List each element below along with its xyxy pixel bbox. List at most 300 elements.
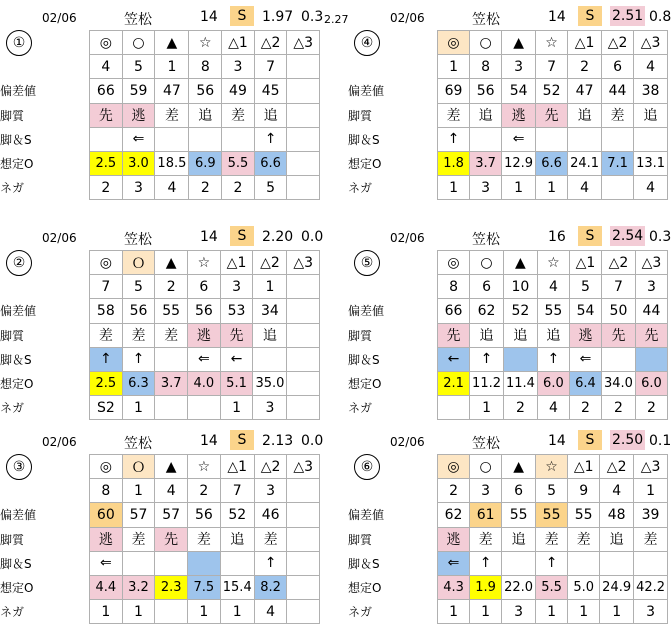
deviation-cell: 56 — [122, 299, 155, 323]
arrow-cell — [155, 551, 188, 575]
row-label: 想定O — [348, 157, 382, 171]
style-cell: 逃 — [90, 527, 123, 551]
number-cell: 5 — [122, 55, 155, 79]
row-label: 偏差値 — [0, 508, 37, 523]
style-cell: 差 — [155, 103, 189, 127]
mark-cell: ☆ — [189, 31, 222, 55]
negative-count-row — [90, 176, 320, 200]
number-cell: 7 — [602, 275, 636, 299]
index-value-2: 0.8 — [649, 9, 671, 25]
expected-odds-row — [438, 575, 668, 599]
nega-cell: 4 — [155, 176, 189, 200]
row-label: 偏差値 — [348, 304, 385, 319]
mark-cell: △3 — [287, 455, 320, 479]
deviation-cell — [287, 503, 320, 527]
arrow-cell: ⇐ — [438, 551, 470, 575]
mark-cell: ▲ — [155, 251, 188, 275]
number-cell: 2 — [438, 479, 470, 503]
number-cell: 4 — [90, 55, 123, 79]
mark-cell: Ｏ — [122, 251, 155, 275]
odd-cell: 6.0 — [537, 371, 569, 395]
prediction-grid — [89, 30, 320, 200]
odd-cell: 1.9 — [470, 575, 502, 599]
odd-cell: 7.5 — [188, 575, 221, 599]
style-cell: 差 — [155, 323, 188, 347]
style-cell: 逃 — [122, 103, 155, 127]
row-label: 脚質 — [0, 532, 25, 547]
deviation-cell: 45 — [254, 79, 287, 103]
mark-cell: ○ — [470, 455, 502, 479]
deviation-cell: 52 — [220, 503, 254, 527]
prediction-grid — [437, 454, 668, 624]
nega-cell: 1 — [220, 600, 254, 624]
arrow-cell: ↑ — [470, 347, 504, 371]
grade-badge: S — [230, 226, 254, 246]
odd-cell: 4.0 — [188, 371, 221, 395]
style-cell — [287, 103, 320, 127]
arrow-cell — [602, 127, 634, 151]
arrow-cell — [536, 127, 568, 151]
deviation-cell: 54 — [569, 299, 601, 323]
mark-cell: ☆ — [537, 251, 569, 275]
arrow-cell: ← — [438, 347, 470, 371]
odd-cell: 6.3 — [122, 371, 155, 395]
arrow-cell — [635, 347, 667, 371]
horse-number-row — [438, 479, 668, 503]
venue-name: 笠松 — [124, 436, 152, 452]
arrow-cell — [568, 127, 602, 151]
style-cell: 先 — [635, 323, 667, 347]
arrow-cell — [568, 551, 600, 575]
arrow-cell — [90, 127, 123, 151]
style-cell: 追 — [503, 323, 537, 347]
nega-cell: 4 — [634, 176, 668, 200]
race-panel — [348, 6, 671, 206]
expected-odds-row — [90, 151, 320, 175]
panel-header — [2, 6, 349, 28]
venue-name: 笠松 — [472, 436, 500, 452]
style-cell: 差 — [634, 527, 668, 551]
direction-row — [438, 127, 668, 151]
number-cell: 4 — [634, 55, 668, 79]
race-number-badge: ④ — [354, 30, 380, 56]
nega-cell: 3 — [253, 396, 287, 420]
odd-cell: 13.1 — [634, 151, 668, 175]
index-value-2: 0.0 — [301, 433, 324, 449]
nega-cell — [287, 600, 320, 624]
prediction-grid — [437, 250, 668, 420]
venue-name: 笠松 — [124, 232, 152, 248]
nega-cell: 1 — [502, 176, 536, 200]
race-date: 02/06 — [390, 231, 425, 245]
row-label: ネガ — [0, 181, 25, 196]
horse-number-row — [438, 275, 668, 299]
number-cell: 7 — [536, 55, 568, 79]
row-label: 想定O — [0, 377, 34, 391]
deviation-cell: 59 — [122, 79, 155, 103]
venue-name: 笠松 — [472, 12, 500, 28]
index-value-1: 2.13 — [262, 433, 294, 449]
arrow-cell: ↑ — [536, 551, 568, 575]
deviation-cell: 55 — [155, 299, 188, 323]
mark-row — [438, 251, 668, 275]
arrow-cell — [502, 551, 536, 575]
arrow-cell — [634, 127, 668, 151]
nega-cell — [287, 176, 320, 200]
deviation-cell: 54 — [502, 79, 536, 103]
style-cell: 先 — [536, 103, 568, 127]
number-cell: 1 — [155, 55, 189, 79]
arrow-cell — [503, 347, 537, 371]
odd-cell: 2.5 — [90, 371, 123, 395]
odd-cell: 3.7 — [155, 371, 188, 395]
odd-cell: 4.3 — [438, 575, 470, 599]
number-cell: 6 — [602, 55, 634, 79]
expected-odds-row — [90, 371, 320, 395]
arrow-cell: ⇐ — [90, 551, 123, 575]
race-date: 02/06 — [390, 11, 425, 25]
mark-row — [90, 31, 320, 55]
odd-cell: 6.0 — [635, 371, 667, 395]
nega-cell — [602, 176, 634, 200]
arrow-cell — [188, 551, 221, 575]
deviation-cell: 48 — [600, 503, 634, 527]
number-cell: 3 — [254, 479, 287, 503]
index-value-2: 0.3 — [301, 9, 324, 25]
row-label: 想定O — [348, 581, 382, 595]
style-cell: 差 — [536, 527, 568, 551]
number-cell: 3 — [222, 55, 255, 79]
odd-cell: 2.5 — [90, 151, 123, 175]
nega-cell: 2 — [90, 176, 123, 200]
race-date: 02/06 — [42, 11, 77, 25]
style-cell: 先 — [602, 323, 636, 347]
horse-number-row — [90, 55, 320, 79]
horse-number-row — [90, 275, 320, 299]
race-number-badge: ① — [6, 30, 32, 56]
arrow-cell: ⇐ — [122, 127, 155, 151]
row-label: 偏差値 — [348, 84, 385, 99]
mark-cell: △1 — [222, 31, 255, 55]
row-label: 脚＆S — [0, 556, 32, 571]
number-cell: 9 — [568, 479, 600, 503]
deviation-cell — [287, 79, 320, 103]
odd-cell: 6.6 — [254, 151, 287, 175]
running-style-row — [438, 323, 668, 347]
number-cell: 1 — [122, 479, 155, 503]
nega-cell: 3 — [502, 600, 536, 624]
nega-cell: 1 — [122, 600, 155, 624]
row-label: 偏差値 — [348, 508, 385, 523]
arrow-cell: ↑ — [90, 347, 123, 371]
number-cell: 1 — [438, 55, 470, 79]
number-cell: 4 — [600, 479, 634, 503]
row-label: 脚＆S — [348, 556, 380, 571]
mark-cell: ▲ — [502, 31, 536, 55]
nega-cell: 4 — [537, 396, 569, 420]
mark-cell: △1 — [568, 455, 600, 479]
index-value-2: 0.1 — [649, 433, 671, 449]
deviation-cell: 66 — [90, 79, 123, 103]
style-cell: 追 — [600, 527, 634, 551]
arrow-cell: ⇐ — [502, 127, 536, 151]
odd-cell: 4.4 — [90, 575, 123, 599]
nega-cell — [438, 396, 470, 420]
style-cell: 逃 — [188, 323, 221, 347]
nega-cell: 1 — [536, 600, 568, 624]
arrow-cell — [600, 551, 634, 575]
arrow-cell — [155, 347, 188, 371]
number-cell: 2 — [155, 275, 188, 299]
style-cell: 追 — [502, 527, 536, 551]
number-cell: 8 — [470, 55, 502, 79]
deviation-cell: 49 — [222, 79, 255, 103]
number-cell: 5 — [569, 275, 601, 299]
deviation-cell: 58 — [90, 299, 123, 323]
grade-badge: S — [578, 430, 602, 450]
nega-cell: 2 — [635, 396, 667, 420]
mark-cell: △1 — [569, 251, 601, 275]
running-style-row — [438, 103, 668, 127]
number-cell: 4 — [537, 275, 569, 299]
number-cell: 2 — [568, 55, 602, 79]
runner-count: 14 — [548, 9, 566, 25]
running-style-row — [90, 323, 320, 347]
running-style-row — [90, 527, 320, 551]
runner-count: 14 — [200, 9, 218, 25]
nega-cell: 3 — [122, 176, 155, 200]
nega-cell: 1 — [470, 396, 504, 420]
arrow-cell — [634, 551, 668, 575]
mark-cell: ○ — [470, 31, 502, 55]
expected-odds-row — [438, 151, 668, 175]
arrow-cell — [253, 347, 287, 371]
number-cell — [287, 275, 320, 299]
odd-cell: 24.1 — [568, 151, 602, 175]
negative-count-row — [438, 176, 668, 200]
deviation-cell: 53 — [220, 299, 253, 323]
negative-count-row — [90, 396, 320, 420]
deviation-cell: 56 — [470, 79, 502, 103]
arrow-cell: ⇐ — [569, 347, 601, 371]
style-cell: 追 — [254, 103, 287, 127]
nega-cell: 1 — [600, 600, 634, 624]
runner-count: 14 — [548, 433, 566, 449]
number-cell: 5 — [536, 479, 568, 503]
runner-count: 14 — [200, 229, 218, 245]
deviation-cell: 44 — [635, 299, 667, 323]
mark-row — [438, 31, 668, 55]
arrow-cell — [222, 127, 255, 151]
odd-cell: 11.4 — [503, 371, 537, 395]
deviation-cell: 50 — [602, 299, 636, 323]
arrow-cell — [220, 551, 254, 575]
deviation-cell: 56 — [188, 299, 221, 323]
index-value-2: 0.3 — [649, 229, 671, 245]
odd-cell: 35.0 — [253, 371, 287, 395]
mark-cell: △2 — [602, 251, 636, 275]
number-cell: 3 — [635, 275, 667, 299]
arrow-cell: ↑ — [122, 347, 155, 371]
index-value-1: 2.50 — [612, 432, 644, 448]
running-style-row — [90, 103, 320, 127]
odd-cell: 42.2 — [634, 575, 668, 599]
prediction-grid — [89, 250, 320, 420]
mark-cell: ◎ — [90, 31, 123, 55]
odd-cell: 3.7 — [470, 151, 502, 175]
mark-cell: ▲ — [155, 31, 189, 55]
odd-cell: 15.4 — [220, 575, 254, 599]
deviation-row — [90, 503, 320, 527]
mark-row — [90, 455, 320, 479]
row-label: 脚＆S — [348, 132, 380, 147]
panel-header — [2, 430, 324, 452]
venue-name: 笠松 — [124, 12, 152, 28]
nega-cell — [155, 600, 188, 624]
deviation-cell: 38 — [634, 79, 668, 103]
row-label: 脚質 — [348, 328, 373, 343]
mark-cell: ☆ — [536, 31, 568, 55]
arrow-cell: ↑ — [254, 127, 287, 151]
nega-cell: 4 — [568, 176, 602, 200]
row-label: 脚質 — [0, 328, 25, 343]
number-cell: 8 — [90, 479, 123, 503]
race-panel — [0, 226, 324, 426]
nega-cell: 1 — [122, 396, 155, 420]
mark-cell: △2 — [600, 455, 634, 479]
row-label: 脚＆S — [0, 352, 32, 367]
direction-row — [90, 347, 320, 371]
nega-cell: 2 — [189, 176, 222, 200]
odd-cell: 24.9 — [600, 575, 634, 599]
mark-cell: △3 — [635, 251, 667, 275]
deviation-cell: 55 — [502, 503, 536, 527]
deviation-cell: 52 — [536, 79, 568, 103]
row-label: 偏差値 — [0, 84, 37, 99]
grade-badge: S — [230, 6, 254, 26]
number-cell: 6 — [188, 275, 221, 299]
nega-cell: 1 — [536, 176, 568, 200]
number-cell: 3 — [220, 275, 253, 299]
direction-row — [90, 127, 320, 151]
mark-cell: △2 — [253, 251, 287, 275]
style-cell: 差 — [254, 527, 287, 551]
odd-cell: 5.0 — [568, 575, 600, 599]
nega-cell — [188, 396, 221, 420]
row-label: 脚＆S — [348, 352, 380, 367]
row-label: 想定O — [0, 581, 34, 595]
arrow-cell: ↑ — [438, 127, 470, 151]
style-cell: 追 — [220, 527, 254, 551]
arrow-cell: ↑ — [254, 551, 287, 575]
number-cell — [287, 479, 320, 503]
odd-cell: 2.1 — [438, 371, 470, 395]
nega-cell: 1 — [470, 600, 502, 624]
style-cell: 差 — [90, 323, 123, 347]
row-label: ネガ — [348, 401, 373, 416]
negative-count-row — [438, 396, 668, 420]
arrow-cell — [602, 347, 636, 371]
style-cell: 先 — [438, 323, 470, 347]
deviation-cell: 55 — [536, 503, 568, 527]
odd-cell: 7.1 — [602, 151, 634, 175]
arrow-cell — [470, 127, 502, 151]
number-cell: 3 — [502, 55, 536, 79]
row-label: 想定O — [348, 377, 382, 391]
number-cell: 5 — [122, 275, 155, 299]
deviation-cell: 69 — [438, 79, 470, 103]
index-value-3: 2.27 — [324, 13, 349, 26]
deviation-cell: 61 — [470, 503, 502, 527]
odd-cell: 22.0 — [502, 575, 536, 599]
deviation-cell: 57 — [122, 503, 155, 527]
number-cell: 3 — [470, 479, 502, 503]
mark-cell: ◎ — [438, 31, 470, 55]
odd-cell: 18.5 — [155, 151, 189, 175]
mark-cell: ◎ — [438, 251, 470, 275]
deviation-cell: 55 — [568, 503, 600, 527]
race-panel — [0, 6, 349, 206]
nega-cell: 1 — [90, 600, 123, 624]
nega-cell: 1 — [220, 396, 253, 420]
nega-cell: 2 — [222, 176, 255, 200]
nega-cell: 3 — [634, 600, 668, 624]
arrow-cell: ↑ — [537, 347, 569, 371]
mark-cell: ○ — [122, 31, 155, 55]
arrow-cell: ⇐ — [188, 347, 221, 371]
style-cell: 追 — [634, 103, 668, 127]
deviation-row — [438, 79, 668, 103]
odd-cell: 34.0 — [602, 371, 636, 395]
prediction-grid — [89, 454, 320, 624]
style-cell: 差 — [568, 527, 600, 551]
number-cell: 1 — [253, 275, 287, 299]
number-cell: 6 — [502, 479, 536, 503]
odd-cell: 2.3 — [155, 575, 188, 599]
arrow-cell: ← — [220, 347, 253, 371]
deviation-cell: 62 — [438, 503, 470, 527]
index-value-1: 1.97 — [262, 9, 294, 25]
nega-cell: 2 — [602, 396, 636, 420]
mark-cell: Ｏ — [122, 455, 155, 479]
style-cell: 追 — [470, 103, 502, 127]
mark-cell: △2 — [254, 455, 287, 479]
row-label: 脚質 — [348, 108, 373, 123]
odd-cell: 12.9 — [502, 151, 536, 175]
nega-cell: 1 — [568, 600, 600, 624]
odd-cell: 3.0 — [122, 151, 155, 175]
venue-name: 笠松 — [472, 232, 500, 248]
style-cell: 追 — [253, 323, 287, 347]
style-cell: 先 — [90, 103, 123, 127]
horse-number-row — [90, 479, 320, 503]
deviation-cell: 60 — [90, 503, 123, 527]
arrow-cell — [189, 127, 222, 151]
style-cell: 逃 — [569, 323, 601, 347]
panel-header — [350, 6, 671, 28]
odd-cell — [287, 575, 320, 599]
mark-cell: ☆ — [188, 455, 221, 479]
number-cell: 4 — [155, 479, 188, 503]
deviation-cell — [287, 299, 320, 323]
mark-row — [438, 455, 668, 479]
style-cell: 逃 — [438, 527, 470, 551]
mark-cell: ▲ — [503, 251, 537, 275]
odd-cell — [287, 371, 320, 395]
odd-cell: 11.2 — [470, 371, 504, 395]
race-date: 02/06 — [390, 435, 425, 449]
direction-row — [438, 551, 668, 575]
